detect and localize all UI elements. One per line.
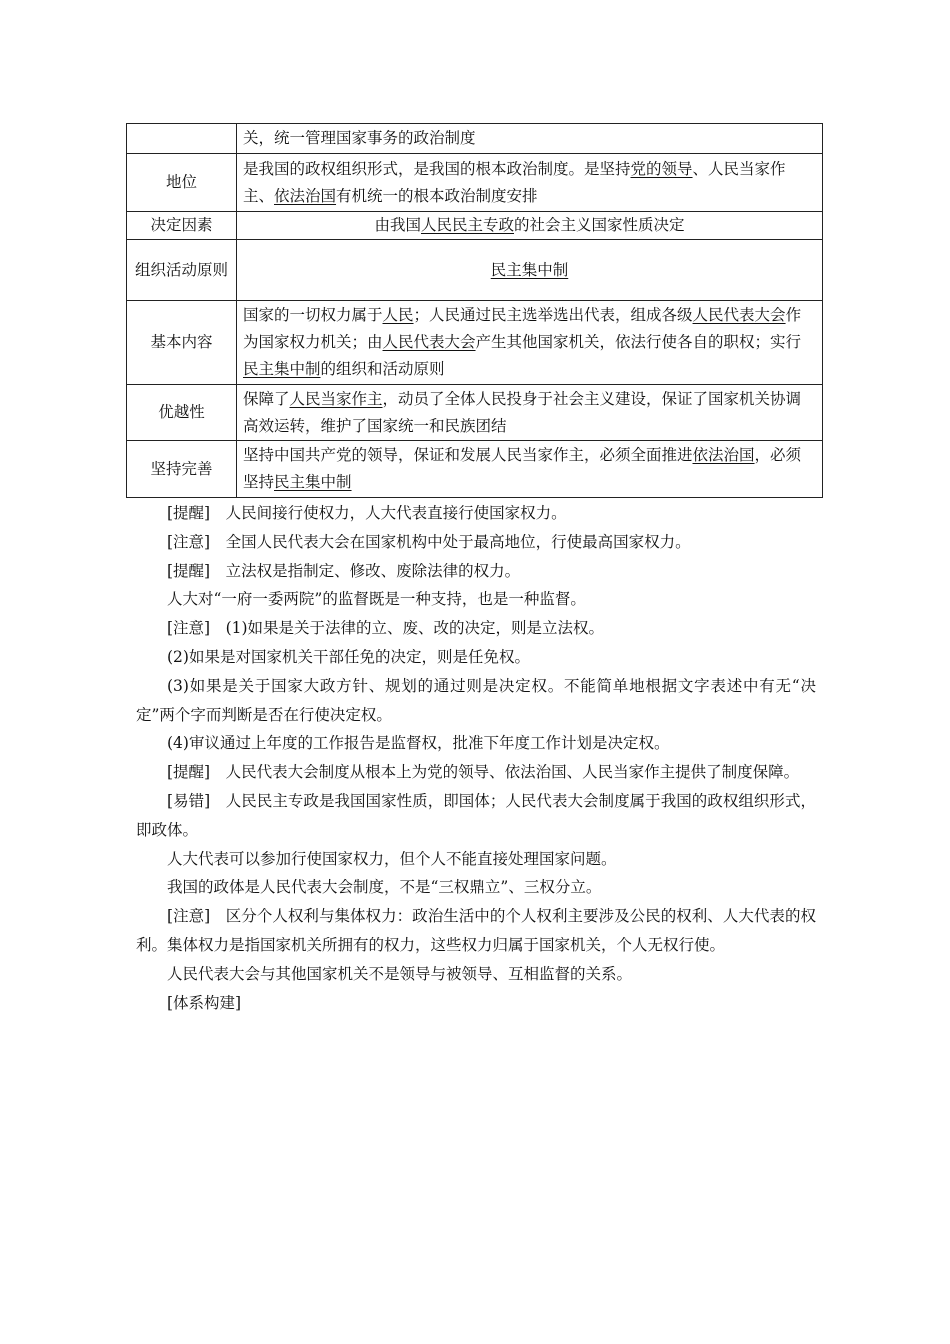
content-text: 是我国的政权组织形式，是我国的根本政治制度。是坚持 [243,159,631,178]
table-row [127,154,823,212]
row-label: 基本内容 [127,301,237,385]
underlined-keyword: 人民代表大会 [382,333,476,351]
row-content [237,124,823,154]
table-row [127,212,823,240]
content-text: 作为国家权力机关；由 [243,306,802,351]
underlined-keyword: 民主集中制 [243,360,321,378]
summary-table-body [127,124,823,498]
note-paragraph: (4)审议通过上年度的工作报告是监督权，批准下年度工作计划是决定权。 [167,734,670,753]
content-text: ，动员了全体人民投身于社会主义建设，保证了国家机关协调高效运转，维护了国家统一和民族团结 [243,389,802,435]
underlined-keyword: 人民民主专政 [420,216,514,234]
table-row [127,124,823,154]
table-row [127,441,823,498]
content-text: 国家的一切权力属于 [243,306,383,324]
note-paragraph: [提醒] 人民间接行使权力，人大代表直接行使国家权力。 [167,504,567,522]
underlined-keyword: 民主集中制 [274,473,352,491]
underlined-keyword: 依法治国 [692,446,755,464]
row-label: 优越性 [127,385,237,441]
note-paragraph: 人大对“一府一委两院”的监督既是一种支持，也是一种监督。 [167,590,586,609]
underlined-keyword: 民主集中制 [490,260,569,279]
content-text: 保障了 [243,389,290,408]
underlined-keyword: 党的领导 [630,159,693,178]
table-row [127,301,823,385]
table-row [127,385,823,441]
note-paragraph: [注意] 全国人民代表大会在国家机构中处于最高地位，行使最高国家权力。 [167,532,691,551]
row-label [127,124,237,154]
row-content [237,301,823,385]
table-row [127,240,823,301]
row-content [237,385,823,441]
content-text: 、人民当家作主、 [243,159,786,205]
underlined-keyword: 人民当家作主 [289,389,383,408]
content-text: ，必须坚持 [243,446,802,491]
notes-section [136,499,816,1017]
underlined-keyword: 人民 [382,306,414,324]
note-paragraph: [提醒] 人民代表大会制度从根本上为党的领导、依法治国、人民当家作主提供了制度保障。 [167,763,800,782]
underlined-keyword: 依法治国 [274,186,337,205]
note-paragraph: (2)如果是对国家机关干部任免的决定，则是任免权。 [167,647,530,666]
content-text: 由我国 [374,216,421,234]
summary-table [126,123,823,498]
note-paragraph: (3)如果是关于国家大政方针、规划的通过则是决定权。不能简单地根据文字表述中有无“决定”两个字而判断是否在行使决定权。 [136,676,816,724]
content-text: 关，统一管理国家事务的政治制度 [243,129,476,147]
row-label: 地位 [127,154,237,212]
content-text: 产生其他国家机关，依法行使各自的职权；实行 [475,333,802,351]
note-paragraph: [提醒] 立法权是指制定、修改、废除法律的权力。 [167,561,521,580]
content-text: 的社会主义国家性质决定 [514,216,685,234]
row-content [237,240,823,301]
row-content [237,441,823,498]
note-paragraph: 我国的政体是人民代表大会制度，不是“三权鼎立”、三权分立。 [167,878,602,897]
note-paragraph: 人大代表可以参加行使国家权力，但个人不能直接处理国家问题。 [167,849,617,868]
content-text: 的组织和活动原则 [320,360,445,378]
note-paragraph: [注意] 区分个人权利与集体权力：政治生活中的个人权利主要涉及公民的权利、人大代表的权利。集体权力是指国家机关所拥有的权力，这些权力归属于国家机关，个人无权行使。 [136,907,816,954]
note-paragraph: [体系构建] [167,993,242,1012]
note-paragraph: [注意] (1)如果是关于法律的立、废、改的决定，则是立法权。 [167,619,605,638]
note-paragraph: 人民代表大会与其他国家机关不是领导与被领导、互相监督的关系。 [167,964,633,983]
row-label: 决定因素 [127,212,237,240]
note-paragraph: [易错] 人民民主专政是我国国家性质，即国体；人民代表大会制度属于我国的政权组织形式，即政体。 [136,791,816,839]
row-content [237,154,823,212]
row-content [237,212,823,240]
content-text: 坚持中国共产党的领导，保证和发展人民当家作主，必须全面推进 [243,446,693,464]
underlined-keyword: 人民代表大会 [692,306,786,324]
content-text: ；人民通过民主选举选出代表，组成各级 [413,306,693,324]
row-label: 组织活动原则 [127,240,237,301]
content-text: 有机统一的根本政治制度安排 [336,186,538,205]
row-label: 坚持完善 [127,441,237,498]
